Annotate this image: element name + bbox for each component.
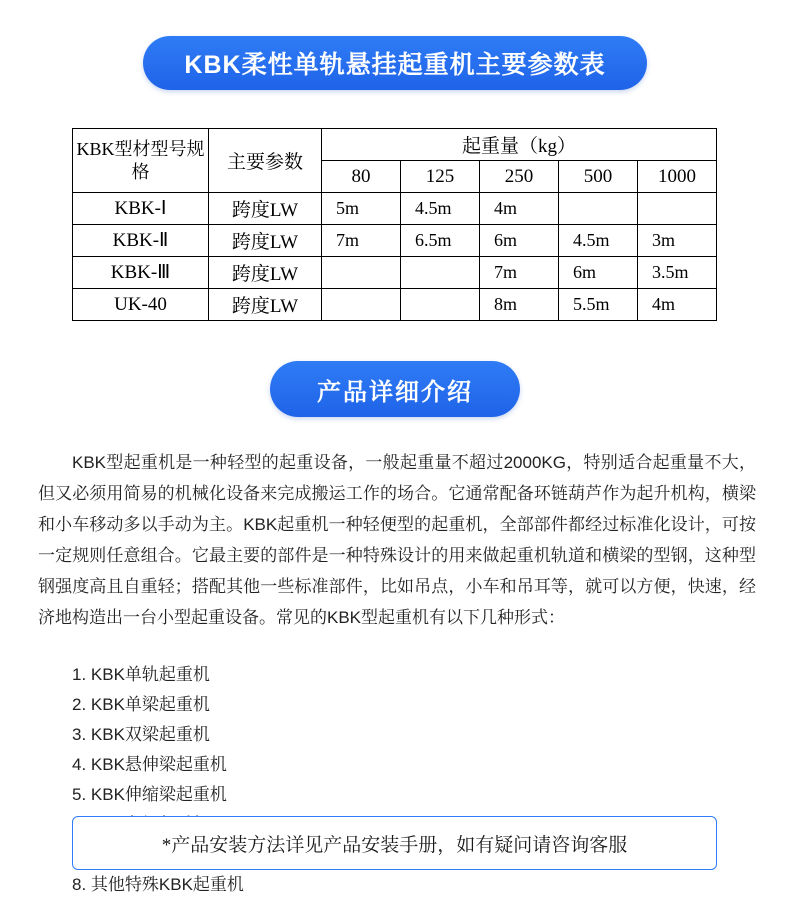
header-capacity-80: 80	[322, 161, 401, 193]
row-value: 6m	[480, 225, 559, 257]
row-value: 6.5m	[401, 225, 480, 257]
footer-note-box	[72, 816, 717, 870]
row-param: 跨度LW	[209, 193, 322, 225]
footer-note-text: *产品安装方法详见产品安装手册，如有疑问请咨询客服	[161, 834, 628, 856]
row-value	[322, 289, 401, 321]
row-value: 5.5m	[559, 289, 638, 321]
row-spec: KBK-Ⅱ	[73, 225, 209, 257]
row-value: 7m	[480, 257, 559, 289]
row-value: 6m	[559, 257, 638, 289]
row-value: 3.5m	[638, 257, 717, 289]
row-value: 4m	[638, 289, 717, 321]
crane-type-list-left	[72, 660, 392, 780]
header-capacity-125: 125	[401, 161, 480, 193]
list-item: 8. 其他特殊KBK起重机	[72, 875, 244, 894]
row-value: 4.5m	[401, 193, 480, 225]
row-spec: KBK-Ⅲ	[73, 257, 209, 289]
row-value: 7m	[322, 225, 401, 257]
row-param: 跨度LW	[209, 257, 322, 289]
list-item: 1. KBK单轨起重机	[72, 665, 210, 684]
row-value	[401, 289, 480, 321]
row-value	[322, 257, 401, 289]
list-item: 3. KBK双梁起重机	[72, 725, 210, 744]
list-item: 4. KBK悬伸梁起重机	[72, 755, 227, 774]
header-capacity-250: 250	[480, 161, 559, 193]
header-capacity-1000: 1000	[638, 161, 717, 193]
parameter-table	[72, 128, 717, 321]
parameter-table-container	[72, 128, 717, 321]
row-value	[559, 193, 638, 225]
row-spec: UK-40	[73, 289, 209, 321]
header-capacity-group: 起重量（kg）	[322, 129, 717, 161]
row-spec: KBK-Ⅰ	[73, 193, 209, 225]
row-value: 3m	[638, 225, 717, 257]
intro-paragraph: KBK型起重机是一种轻型的起重设备，一般起重量不超过2000KG，特别适合起重量不大，但又必须用简易的机械化设备来完成搬运工作的场合。它通常配备环链葫芦作为起升机构，横梁和小车移动多以手动为主。KBK起重机一种轻便型的起重机，全部部件都经过标准化设计，可按一定规则任意组合。它最主要的部件是一种特殊设计的用来做起重机轨道和横梁的型钢，这种型钢强度高且自重轻；搭配其他一些标准部件，比如吊点，小车和吊耳等，就可以方便，快速，经济地构造出一台小型起重设备。常见的KBK型起重机有以下几种形式：	[38, 453, 756, 627]
table-row	[73, 225, 717, 257]
section-title-banner	[270, 361, 520, 417]
list-item: 5. KBK伸缩梁起重机	[72, 785, 227, 804]
row-value: 4.5m	[559, 225, 638, 257]
header-capacity-500: 500	[559, 161, 638, 193]
page-title-banner	[143, 36, 647, 90]
table-header-row-1	[73, 129, 717, 161]
header-spec: KBK型材型号规格	[73, 129, 209, 193]
row-value: 4m	[480, 193, 559, 225]
row-param: 跨度LW	[209, 225, 322, 257]
header-param: 主要参数	[209, 129, 322, 193]
table-row	[73, 257, 717, 289]
list-item: 2. KBK单梁起重机	[72, 695, 210, 714]
row-value	[401, 257, 480, 289]
table-row	[73, 289, 717, 321]
row-value	[638, 193, 717, 225]
row-value: 8m	[480, 289, 559, 321]
row-param: 跨度LW	[209, 289, 322, 321]
table-row	[73, 193, 717, 225]
section-title: 产品详细介绍	[317, 378, 473, 406]
row-value: 5m	[322, 193, 401, 225]
page-title: KBK柔性单轨悬挂起重机主要参数表	[184, 51, 606, 79]
